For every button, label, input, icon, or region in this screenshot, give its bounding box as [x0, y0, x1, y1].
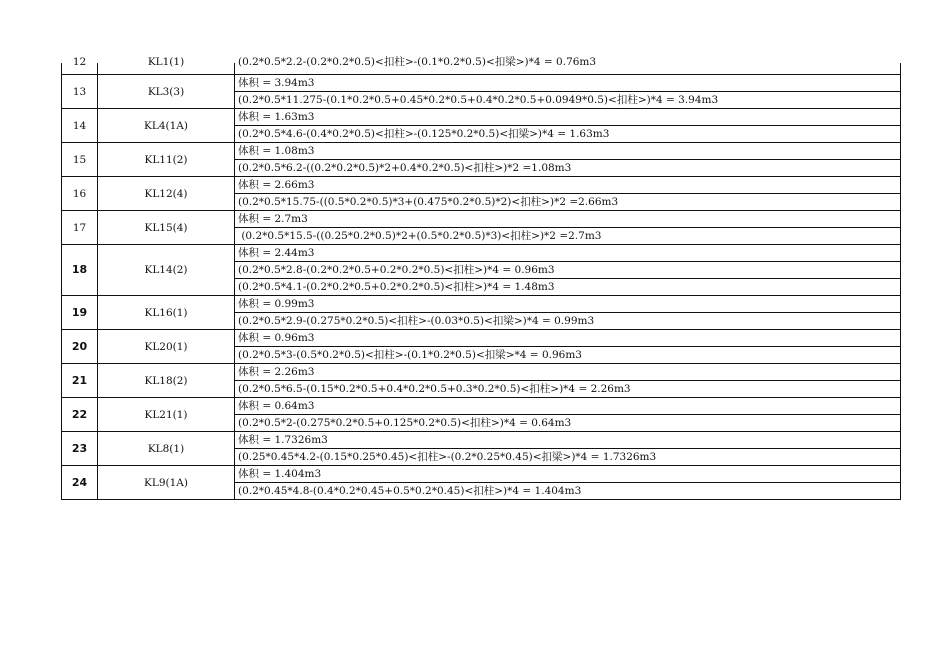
quantity-table-body	[62, 56, 901, 500]
volume-total: 体积 = 0.99m3	[235, 296, 901, 313]
row-number: 24	[62, 466, 98, 500]
volume-formula: (0.2*0.5*2-(0.275*0.2*0.5+0.125*0.2*0.5)<扣柱>)*4 = 0.64m3	[235, 415, 901, 432]
row-number: 17	[62, 211, 98, 245]
volume-formula: (0.2*0.45*4.8-(0.4*0.2*0.45+0.5*0.2*0.45)<扣柱>)*4 = 1.404m3	[235, 483, 901, 500]
row-number: 13	[62, 75, 98, 109]
table-row	[62, 109, 901, 126]
volume-formula: (0.2*0.5*2.2-(0.2*0.2*0.5)<扣柱>-(0.1*0.2*0.5)<扣梁>)*4 = 0.76m3	[235, 63, 901, 75]
volume-formula: (0.2*0.5*15.5-((0.25*0.2*0.5)*2+(0.5*0.2*0.5)*3)<扣柱>)*2 =2.7m3	[235, 228, 901, 245]
volume-total: 体积 = 2.7m3	[235, 211, 901, 228]
volume-formula: (0.2*0.5*2.9-(0.275*0.2*0.5)<扣柱>-(0.03*0.5)<扣梁>)*4 = 0.99m3	[235, 313, 901, 330]
volume-formula: (0.2*0.5*11.275-(0.1*0.2*0.5+0.45*0.2*0.5+0.4*0.2*0.5+0.0949*0.5)<扣柱>)*4 = 3.94m3	[235, 92, 901, 109]
volume-total: 体积 = 2.66m3	[235, 177, 901, 194]
table-row	[62, 398, 901, 415]
beam-id: KL8(1)	[98, 432, 235, 466]
beam-id: KL3(3)	[98, 75, 235, 109]
row-number: 18	[62, 245, 98, 296]
volume-total: 体积 = 1.08m3	[235, 143, 901, 160]
row-number: 15	[62, 143, 98, 177]
beam-id: KL4(1A)	[98, 109, 235, 143]
volume-total: 体积 = 1.7326m3	[235, 432, 901, 449]
row-number: 16	[62, 177, 98, 211]
beam-id: KL21(1)	[98, 398, 235, 432]
table-row	[62, 177, 901, 194]
beam-id: KL15(4)	[98, 211, 235, 245]
table-row	[62, 364, 901, 381]
table-row	[62, 211, 901, 228]
volume-total: 体积 = 3.94m3	[235, 75, 901, 92]
volume-formula: (0.2*0.5*3-(0.5*0.2*0.5)<扣柱>-(0.1*0.2*0.5)<扣梁>*4 = 0.96m3	[235, 347, 901, 364]
beam-id: KL12(4)	[98, 177, 235, 211]
table-row	[62, 143, 901, 160]
volume-formula: (0.2*0.5*6.5-(0.15*0.2*0.5+0.4*0.2*0.5+0.3*0.2*0.5)<扣柱>)*4 = 2.26m3	[235, 381, 901, 398]
table-row	[62, 245, 901, 262]
table-row	[62, 63, 901, 75]
beam-id: KL16(1)	[98, 296, 235, 330]
volume-formula: (0.2*0.5*4.6-(0.4*0.2*0.5)<扣柱>-(0.125*0.2*0.5)<扣梁>)*4 = 1.63m3	[235, 126, 901, 143]
table-row	[62, 296, 901, 313]
row-number: 14	[62, 109, 98, 143]
table-row	[62, 432, 901, 449]
beam-id: KL9(1A)	[98, 466, 235, 500]
table-row	[62, 330, 901, 347]
volume-total: 体积 = 2.44m3	[235, 245, 901, 262]
volume-formula: (0.2*0.5*2.8-(0.2*0.2*0.5+0.2*0.2*0.5)<扣柱>)*4 = 0.96m3	[235, 262, 901, 279]
volume-total: 体积 = 1.63m3	[235, 109, 901, 126]
volume-total: 体积 = 2.26m3	[235, 364, 901, 381]
volume-formula: (0.25*0.45*4.2-(0.15*0.25*0.45)<扣柱>-(0.2*0.25*0.45)<扣梁>)*4 = 1.7326m3	[235, 449, 901, 466]
row-number: 19	[62, 296, 98, 330]
volume-formula: (0.2*0.5*15.75-((0.5*0.2*0.5)*3+(0.475*0.2*0.5)*2)<扣柱>)*2 =2.66m3	[235, 194, 901, 211]
volume-formula: (0.2*0.5*4.1-(0.2*0.2*0.5+0.2*0.2*0.5)<扣柱>)*4 = 1.48m3	[235, 279, 901, 296]
beam-id: KL1(1)	[98, 63, 235, 75]
row-number: 12	[62, 63, 98, 75]
row-number: 20	[62, 330, 98, 364]
beam-id: KL11(2)	[98, 143, 235, 177]
beam-id: KL18(2)	[98, 364, 235, 398]
beam-id: KL20(1)	[98, 330, 235, 364]
row-number: 23	[62, 432, 98, 466]
quantity-table	[61, 56, 901, 500]
volume-total: 体积 = 1.404m3	[235, 466, 901, 483]
volume-total: 体积 = 0.64m3	[235, 398, 901, 415]
table-row	[62, 466, 901, 483]
row-number: 22	[62, 398, 98, 432]
beam-id: KL14(2)	[98, 245, 235, 296]
volume-formula: (0.2*0.5*6.2-((0.2*0.2*0.5)*2+0.4*0.2*0.5)<扣柱>)*2 =1.08m3	[235, 160, 901, 177]
volume-total: 体积 = 0.96m3	[235, 330, 901, 347]
table-row	[62, 75, 901, 92]
row-number: 21	[62, 364, 98, 398]
